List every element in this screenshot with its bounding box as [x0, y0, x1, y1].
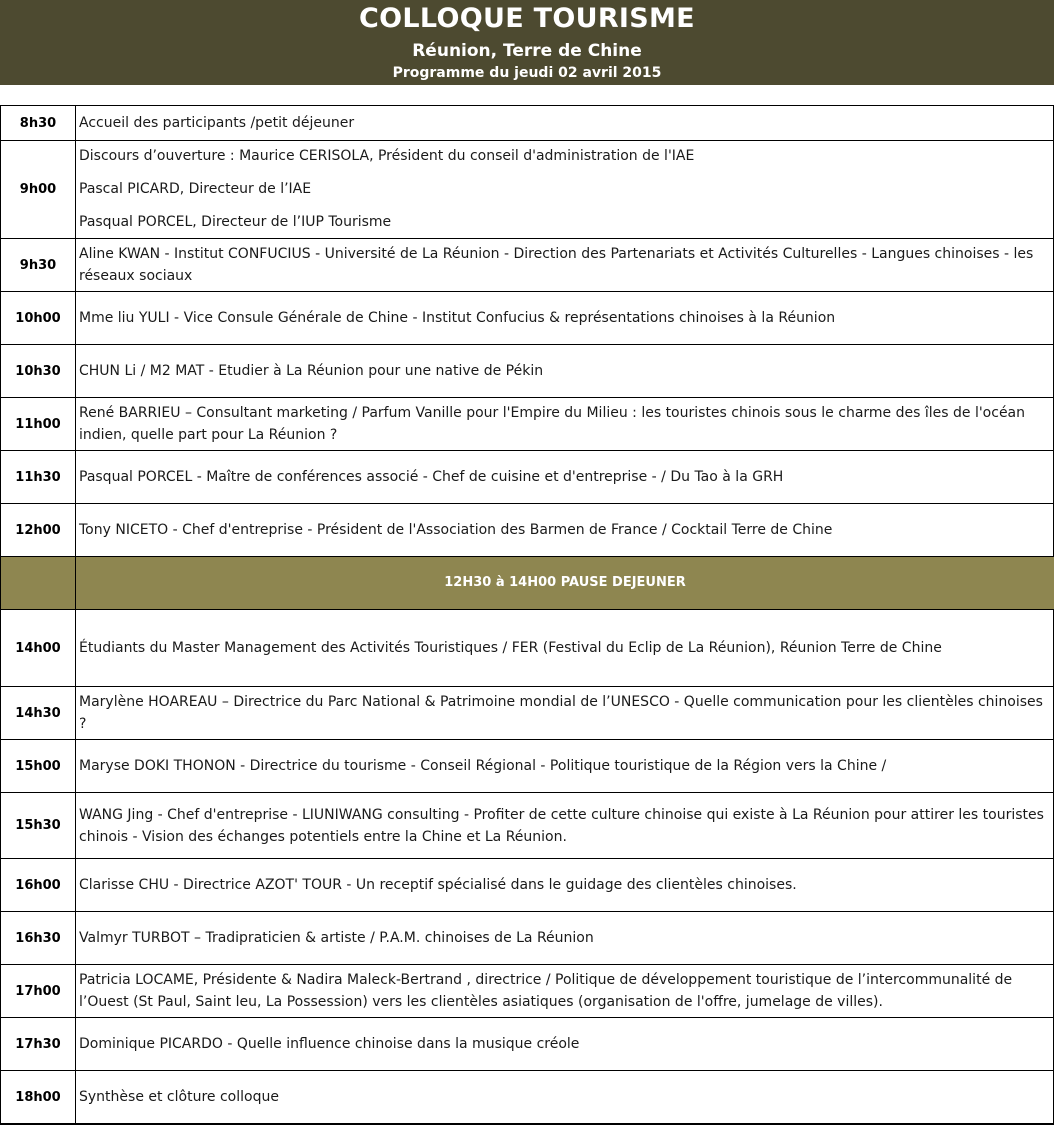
schedule-row — [0, 859, 1054, 912]
schedule-row — [0, 451, 1054, 504]
page-subtitle: Réunion, Terre de Chine — [412, 41, 642, 61]
session-description: WANG Jing - Chef d'entreprise - LIUNIWANG consulting - Profiter de cette culture chinoise qui existe à La Réunion pour attirer les touristes chinois - Vision des échanges potentiels entre la Chine et La Réunion. — [79, 806, 1044, 845]
schedule-row — [0, 106, 1054, 141]
session-description: Valmyr TURBOT – Tradipraticien & artiste / P.A.M. chinoises de La Réunion — [79, 930, 594, 946]
time-cell: 16h30 — [0, 912, 76, 964]
time-cell: 16h00 — [0, 859, 76, 911]
session-description: Clarisse CHU - Directrice AZOT' TOUR - Un receptif spécialisé dans le guidage des clientèles chinoises. — [79, 877, 797, 893]
session-line: Pasqual PORCEL, Directeur de l’IUP Tourisme — [79, 214, 392, 230]
schedule-row — [0, 292, 1054, 345]
session-description: Patricia LOCAME, Présidente & Nadira Maleck-Bertrand , directrice / Politique de développement touristique de l’intercommunalité de l’Ouest (St Paul, Saint leu, La Possession) vers les clientèles asiatiques (organisation de l'offre, jumelage de villes). — [79, 972, 1013, 1010]
time-cell: 10h00 — [0, 292, 76, 344]
session-description: Tony NICETO - Chef d'entreprise - Président de l'Association des Barmen de France / Cocktail Terre de Chine — [79, 522, 833, 538]
session-description: Mme liu YULI - Vice Consule Générale de Chine - Institut Confucius & représentations chinoises à la Réunion — [79, 310, 836, 326]
page-title: COLLOQUE TOURISME — [359, 3, 695, 34]
time-cell: 14h30 — [0, 687, 76, 739]
schedule-row — [0, 687, 1054, 740]
time-cell: 9h00 — [0, 141, 76, 238]
session-description: Dominique PICARDO - Quelle influence chinoise dans la musique créole — [79, 1036, 580, 1052]
session-description: Synthèse et clôture colloque — [79, 1089, 279, 1105]
session-description: Pasqual PORCEL - Maître de conférences associé - Chef de cuisine et d'entreprise - / Du Tao à la GRH — [79, 469, 784, 485]
time-cell: 11h30 — [0, 451, 76, 503]
schedule-row — [0, 1071, 1054, 1124]
header-spacer-row — [0, 85, 1054, 106]
time-cell — [0, 557, 76, 609]
schedule-row — [0, 141, 1054, 239]
time-cell: 8h30 — [0, 106, 76, 140]
schedule-row — [0, 610, 1054, 687]
schedule-row — [0, 239, 1054, 292]
time-cell: 12h00 — [0, 504, 76, 556]
lunch-break-row — [0, 557, 1054, 610]
time-cell: 9h30 — [0, 239, 76, 291]
schedule-rows — [0, 106, 1054, 1124]
session-description: CHUN Li / M2 MAT - Etudier à La Réunion pour une native de Pékin — [79, 363, 544, 379]
time-cell: 15h30 — [0, 793, 76, 858]
schedule-row — [0, 398, 1054, 451]
time-cell: 11h00 — [0, 398, 76, 450]
schedule-row — [0, 345, 1054, 398]
time-cell: 10h30 — [0, 345, 76, 397]
session-description: René BARRIEU – Consultant marketing / Parfum Vanille pour l'Empire du Milieu : les touristes chinois sous le charme des îles de l'océan indien, quelle part pour La Réunion ? — [79, 405, 1026, 443]
session-description: Maryse DOKI THONON - Directrice du tourisme - Conseil Régional - Politique touristique de la Région vers la Chine / — [79, 758, 887, 774]
schedule-row — [0, 740, 1054, 793]
schedule-row — [0, 504, 1054, 557]
time-cell: 15h00 — [0, 740, 76, 792]
time-cell: 18h00 — [0, 1071, 76, 1123]
session-line: Discours d’ouverture : Maurice CERISOLA, Président du conseil d'administration de l'IAE — [79, 148, 695, 164]
schedule-row — [0, 912, 1054, 965]
schedule-row — [0, 793, 1054, 859]
programme-date: Programme du jeudi 02 avril 2015 — [392, 65, 662, 81]
header-banner — [0, 0, 1054, 85]
time-cell: 14h00 — [0, 610, 76, 686]
time-cell: 17h30 — [0, 1018, 76, 1070]
time-cell: 17h00 — [0, 965, 76, 1017]
pause-label: 12H30 à 14H00 PAUSE DEJEUNER — [444, 575, 686, 590]
session-line: Pascal PICARD, Directeur de l’IAE — [79, 181, 312, 197]
session-description: Marylène HOAREAU – Directrice du Parc National & Patrimoine mondial de l’UNESCO - Quelle communication pour les clientèles chinoises ? — [79, 694, 1043, 732]
schedule-row — [0, 1018, 1054, 1071]
schedule-row — [0, 965, 1054, 1018]
session-description: Aline KWAN - Institut CONFUCIUS - Université de La Réunion - Direction des Partenariats et Activités Culturelles - Langues chinoises - les réseaux sociaux — [79, 246, 1034, 284]
session-description: Étudiants du Master Management des Activités Touristiques / FER (Festival du Eclip de La Réunion), Réunion Terre de Chine — [79, 640, 942, 656]
session-description — [76, 141, 1054, 238]
session-description: Accueil des participants /petit déjeuner — [79, 115, 355, 131]
